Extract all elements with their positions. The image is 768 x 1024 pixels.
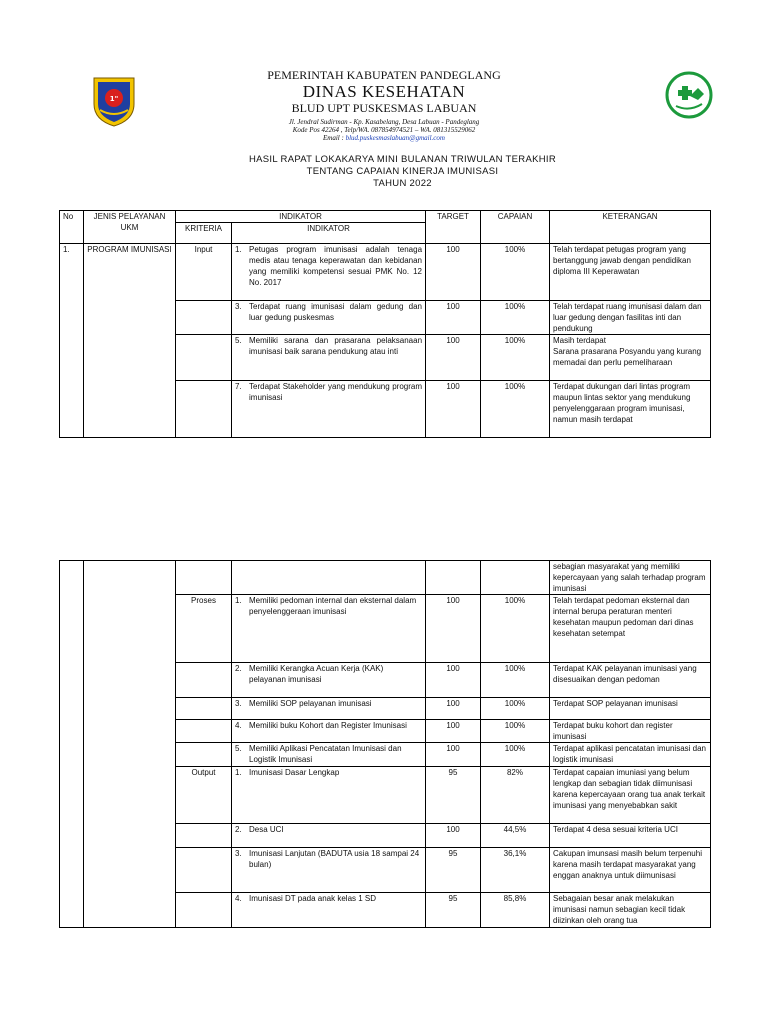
keterangan-cell: Terdapat 4 desa sesuai kriteria UCI xyxy=(550,824,711,848)
capaian-cell: 85,8% xyxy=(481,893,550,928)
kriteria-cell xyxy=(176,743,232,767)
capaian-cell: 100% xyxy=(481,335,550,381)
indikator-text: Memiliki pedoman internal dan eksternal dalam penyelenggeraan imunisasi xyxy=(249,596,417,616)
capaian-cell xyxy=(481,561,550,595)
header-capaian: CAPAIAN xyxy=(481,211,550,244)
capaian-cell: 44,5% xyxy=(481,824,550,848)
indikator-cell xyxy=(232,743,426,767)
capaian-cell: 36,1% xyxy=(481,848,550,893)
target-cell: 100 xyxy=(426,663,481,698)
kriteria-cell xyxy=(176,893,232,928)
email-link[interactable]: blud.puskesmaslabuan@gmail.com xyxy=(345,134,445,142)
indikator-text: Desa UCI xyxy=(249,825,284,834)
indikator-number: 4. xyxy=(235,721,242,730)
capaian-cell: 100% xyxy=(481,381,550,438)
target-cell: 100 xyxy=(426,824,481,848)
government-name: PEMERINTAH KABUPATEN PANDEGLANG xyxy=(267,68,501,82)
target-cell: 100 xyxy=(426,301,481,335)
target-cell: 100 xyxy=(426,743,481,767)
capaian-cell: 100% xyxy=(481,301,550,335)
department-name: DINAS KESEHATAN xyxy=(302,82,466,101)
svg-text:1": 1" xyxy=(109,95,119,103)
keterangan-cell: Terdapat aplikasi pencatatan imunisasi dan logistik imunisasi xyxy=(550,743,711,767)
kriteria-cell xyxy=(176,698,232,720)
indikator-cell xyxy=(232,595,426,663)
target-cell: 95 xyxy=(426,848,481,893)
target-cell: 100 xyxy=(426,698,481,720)
keterangan-cell: Terdapat buku kohort dan register imunisasi xyxy=(550,720,711,743)
table-row xyxy=(60,244,711,301)
indikator-cell xyxy=(232,824,426,848)
table-row xyxy=(60,561,711,595)
indikator-number: 2. xyxy=(235,664,242,673)
indikator-number: 1. xyxy=(235,596,242,605)
header-no: No xyxy=(60,211,84,244)
indikator-text: Imunisasi Lanjutan (BADUTA usia 18 sampai 24 bulan) xyxy=(249,849,420,869)
indikator-text: Terdapat ruang imunisasi dalam gedung dan luar gedung puskesmas xyxy=(249,302,423,322)
keterangan-cell: Terdapat KAK pelayanan imunisasi yang disesuaikan dengan pedoman xyxy=(550,663,711,698)
indikator-text: Memiliki Aplikasi Pencatatan Imunisasi dan Logistik Imunisasi xyxy=(249,744,402,764)
document-title xyxy=(0,154,768,190)
indikator-number: 3. xyxy=(235,302,242,311)
keterangan-cell: Terdapat SOP pelayanan imunisasi xyxy=(550,698,711,720)
kriteria-cell xyxy=(176,301,232,335)
email-label: Email : xyxy=(323,134,344,142)
indikator-text: Memiliki sarana dan prasarana pelaksanaan imunisasi baik sarana pendukung atau inti xyxy=(249,336,423,356)
indikator-text: Memiliki buku Kohort dan Register Imunisasi xyxy=(249,721,407,730)
kriteria-cell: Input xyxy=(176,244,232,301)
capaian-cell: 100% xyxy=(481,720,550,743)
keterangan-cell: Telah terdapat pedoman eksternal dan internal berupa peraturan menteri kesehatan maupun pedoman dari dinas kesehatan setempat xyxy=(550,595,711,663)
keterangan-cell: sebagian masyarakat yang memiliki kepercayaan yang salah terhadap program imunisasi xyxy=(550,561,711,595)
indikator-number: 1. xyxy=(235,245,242,254)
indikator-text: Petugas program imunisasi adalah tenaga medis atau tenaga keperawatan dan kebidanan yang memiliki kompetensi sesuai PMK No. 12 No. 2017 xyxy=(249,245,423,287)
kriteria-cell: Proses xyxy=(176,595,232,663)
unit-name: BLUD UPT PUSKESMAS LABUAN xyxy=(291,101,477,115)
indikator-text: Memiliki Kerangka Acuan Kerja (KAK) pelayanan imunisasi xyxy=(249,664,384,684)
indikator-number: 1. xyxy=(235,768,242,777)
row-number xyxy=(60,561,84,928)
keterangan-cell: Sebagaian besar anak melakukan imunisasi namun sebagian kecil tidak diizinkan oleh orang tua xyxy=(550,893,711,928)
target-cell: 100 xyxy=(426,381,481,438)
indikator-number: 7. xyxy=(235,382,242,391)
indikator-number: 3. xyxy=(235,699,242,708)
email-line xyxy=(0,134,768,142)
header-jenis-pelayanan: JENIS PELAYANAN UKM xyxy=(84,211,176,244)
keterangan-cell: Terdapat dukungan dari lintas program maupun lintas sektor yang mendukung penyelenggaraan program imunisasi, namun masih terdapat xyxy=(550,381,711,438)
header-kriteria: KRITERIA xyxy=(176,223,232,244)
title-line-2: TENTANG CAPAIAN KINERJA IMUNISASI xyxy=(306,166,499,177)
puskesmas-logo-icon xyxy=(664,70,714,120)
header-target: TARGET xyxy=(426,211,481,244)
indikator-cell xyxy=(232,561,426,595)
indikator-cell xyxy=(232,767,426,824)
indikator-number: 5. xyxy=(235,336,242,345)
indikator-cell xyxy=(232,848,426,893)
target-cell xyxy=(426,561,481,595)
capaian-cell: 100% xyxy=(481,244,550,301)
keterangan-cell: Telah terdapat ruang imunisasi dalam dan luar gedung dengan fasilitas inti dan pendukung xyxy=(550,301,711,335)
indikator-number: 5. xyxy=(235,744,242,753)
kriteria-cell xyxy=(176,848,232,893)
kriteria-cell xyxy=(176,663,232,698)
target-cell: 100 xyxy=(426,244,481,301)
indikator-cell xyxy=(232,301,426,335)
indikator-cell xyxy=(232,720,426,743)
kriteria-cell xyxy=(176,561,232,595)
indikator-text: Imunisasi Dasar Lengkap xyxy=(249,768,340,777)
target-cell: 100 xyxy=(426,720,481,743)
letterhead xyxy=(0,66,768,142)
address: Jl. Jendral Sudirman - Kp. Kasabelang, Desa Labuan - Pandeglang xyxy=(288,118,480,126)
keterangan-cell: Terdapat capaian imuniasi yang belum lengkap dan sebagian tidak diimunisasi karena kepercayaan orang tua anak terkait imunisasi yang menyebabkan sakit xyxy=(550,767,711,824)
indikator-cell xyxy=(232,663,426,698)
indikator-number: 3. xyxy=(235,849,242,858)
kriteria-cell: Output xyxy=(176,767,232,824)
title-line-1: HASIL RAPAT LOKAKARYA MINI BULANAN TRIWULAN TERAKHIR xyxy=(248,154,556,165)
header-indikator: INDIKATOR xyxy=(232,223,426,244)
target-cell: 100 xyxy=(426,595,481,663)
capaian-cell: 82% xyxy=(481,767,550,824)
performance-table-page2 xyxy=(59,560,711,928)
jenis-pelayanan-cell xyxy=(84,561,176,928)
performance-table-page1 xyxy=(59,210,711,438)
row-number: 1. xyxy=(60,244,84,438)
kriteria-cell xyxy=(176,381,232,438)
capaian-cell: 100% xyxy=(481,595,550,663)
indikator-cell xyxy=(232,893,426,928)
keterangan-cell: Cakupan imunsasi masih belum terpenuhi karena masih terdapat masyarakat yang enggan anaknya untuk diimunisasi xyxy=(550,848,711,893)
jenis-pelayanan-cell: PROGRAM IMUNISASI xyxy=(84,244,176,438)
title-line-3: TAHUN 2022 xyxy=(373,178,432,189)
indikator-number: 2. xyxy=(235,825,242,834)
target-cell: 95 xyxy=(426,893,481,928)
indikator-cell xyxy=(232,244,426,301)
indikator-text: Imunisasi DT pada anak kelas 1 SD xyxy=(249,894,377,903)
header-indikator-group: INDIKATOR xyxy=(176,211,426,223)
kriteria-cell xyxy=(176,335,232,381)
capaian-cell: 100% xyxy=(481,698,550,720)
target-cell: 100 xyxy=(426,335,481,381)
target-cell: 95 xyxy=(426,767,481,824)
capaian-cell: 100% xyxy=(481,663,550,698)
indikator-cell xyxy=(232,335,426,381)
kriteria-cell xyxy=(176,720,232,743)
keterangan-cell: Masih terdapat Sarana prasarana Posyandu yang kurang memadai dan perlu pemeliharaan xyxy=(550,335,711,381)
indikator-text: Terdapat Stakeholder yang mendukung program imunisasi xyxy=(249,382,423,402)
indikator-cell xyxy=(232,381,426,438)
kriteria-cell xyxy=(176,824,232,848)
indikator-number: 4. xyxy=(235,894,242,903)
keterangan-cell: Telah terdapat petugas program yang bertanggung jawab dengan pendidikan diploma III Keperawatan xyxy=(550,244,711,301)
header-keterangan: KETERANGAN xyxy=(550,211,711,244)
contact-info: Kode Pos 42264 , Telp/WA. 087854974521 – WA. 081315529062 xyxy=(292,126,476,134)
indikator-text: Memiliki SOP pelayanan imunisasi xyxy=(249,699,372,708)
indikator-cell xyxy=(232,698,426,720)
capaian-cell: 100% xyxy=(481,743,550,767)
